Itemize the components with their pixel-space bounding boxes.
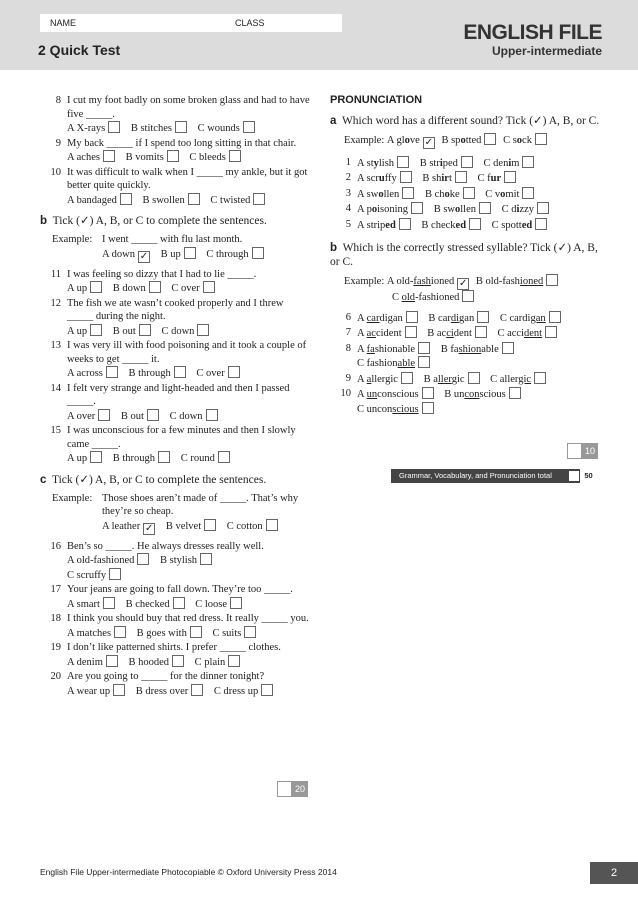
total-bar — [391, 469, 597, 483]
option[interactable]: C over — [196, 366, 239, 381]
pron-b-example: Example: A old-fashioned ✓ B old-fashioned C old-fashioned — [330, 274, 600, 305]
question-text: I was feeling so dizzy that I had to lie _____. — [67, 268, 257, 280]
brand-title: ENGLISH FILE — [463, 21, 602, 44]
option[interactable]: C bleeds — [189, 150, 240, 165]
option[interactable]: B goes with — [137, 626, 202, 641]
total-label: Grammar, Vocabulary, and Pronunciation total — [399, 471, 552, 480]
brand-level: Upper-intermediate — [491, 44, 602, 58]
option: B velvet — [166, 519, 216, 534]
checkbox — [108, 121, 120, 133]
checkbox — [244, 626, 256, 638]
question-text: I think you should buy that red dress. It really _____ you. — [67, 613, 309, 624]
question-15: 15 I was unconscious for a few minutes and then I slowly came _____. A up B through C round — [40, 424, 312, 466]
question-text: Are you going to _____ for the dinner tonight? — [67, 671, 265, 682]
option[interactable]: A denim — [67, 655, 118, 670]
option[interactable]: B swollen — [143, 193, 200, 208]
total-input[interactable] — [569, 471, 579, 481]
checkbox — [90, 451, 102, 463]
option[interactable]: A bandaged — [67, 193, 132, 208]
checkbox — [106, 655, 118, 667]
question-text: Your jeans are going to fall down. They’re too _____. — [67, 584, 293, 595]
pron-item-3: 3 A swollen B choke C vomit — [330, 187, 600, 202]
score-input[interactable] — [567, 443, 582, 459]
option[interactable]: C loose — [195, 597, 242, 612]
option[interactable]: C down — [170, 409, 218, 424]
question-17: 17 Your jeans are going to fall down. They’re too _____. A smart B checked C loose — [40, 583, 312, 611]
checkbox — [484, 133, 496, 145]
checkbox — [243, 121, 255, 133]
option[interactable]: C wounds — [198, 121, 255, 136]
option[interactable]: B out — [121, 409, 159, 424]
checkbox — [103, 597, 115, 609]
checkbox — [149, 281, 161, 293]
section-c-example: Example: Those shoes aren’t made of _____. That’s why they’re so cheap. A leather ✓ B velvet C cotton — [52, 492, 299, 534]
checkbox — [98, 409, 110, 421]
checkbox-ticked: ✓ — [139, 250, 149, 262]
checkbox — [261, 684, 273, 696]
question-text: I was very ill with food poisoning and it took a couple of weeks to get _____ it. — [67, 340, 307, 365]
question-text: I was unconscious for a few minutes and then I slowly came _____. — [67, 425, 296, 450]
option[interactable]: A matches — [67, 626, 126, 641]
header-bar — [0, 0, 638, 70]
test-title: 2 Quick Test — [38, 42, 121, 58]
question-9: 9 My back _____ if I spend too long sitting in that chair. A aches B vomits C bleeds — [40, 137, 312, 165]
checkbox — [197, 324, 209, 336]
option[interactable]: B dress over — [136, 684, 204, 699]
question-16: 16 Ben’s so _____. He always dresses really well. A old-fashioned B stylish C scruffy — [40, 540, 312, 583]
section-b-example: Example: I went _____ with flu last month. A down ✓ B up C through — [40, 233, 312, 263]
option[interactable]: B through — [113, 451, 170, 466]
checkbox — [106, 366, 118, 378]
checkbox-ticked: ✓ — [459, 278, 468, 289]
option: B up — [161, 247, 196, 262]
checkbox — [174, 366, 186, 378]
question-text: I felt very strange and light-headed and then I passed _____. — [67, 382, 290, 407]
checkbox — [175, 121, 187, 133]
checkbox — [204, 519, 216, 531]
checkbox — [252, 247, 264, 259]
question-8: 8 I cut my foot badly on some broken glass and had to have five _____. A X-rays B stitches C wounds — [40, 94, 312, 136]
pron-item-9: 9 A allergic B allergic C allergic — [330, 372, 600, 387]
checkbox-ticked: ✓ — [424, 136, 434, 148]
pron-item-8: 8 A fashionable B fashionable C fashionable — [330, 342, 600, 371]
option[interactable]: A over — [67, 409, 110, 424]
question-text: My back _____ if I spend too long sitting in that chair. — [67, 137, 297, 149]
option[interactable]: B checked — [126, 597, 185, 612]
option[interactable]: A across — [67, 366, 118, 381]
pron-item-1: 1 A stylish B striped C denim — [330, 156, 600, 171]
score-box-vocab — [277, 781, 308, 797]
checkbox — [158, 451, 170, 463]
pron-item-5: 5 A striped B checked C spotted — [330, 218, 600, 233]
score-input[interactable] — [277, 781, 292, 797]
checkbox — [266, 519, 278, 531]
checkbox — [203, 281, 215, 293]
pron-item-4: 4 A poisoning B swollen C dizzy — [330, 202, 600, 217]
option[interactable]: C over — [171, 281, 214, 296]
option[interactable]: C scruffy — [67, 568, 121, 583]
option[interactable]: B stylish — [160, 553, 212, 568]
option[interactable]: A wear up — [67, 684, 125, 699]
option[interactable]: C round — [181, 451, 230, 466]
option[interactable]: A X-rays — [67, 121, 120, 136]
checkbox — [184, 247, 196, 259]
checkbox — [109, 568, 121, 580]
checkbox — [190, 626, 202, 638]
pron-section-b-heading: b Which is the correctly stressed syllable? Tick (✓) A, B, or C. — [330, 242, 598, 268]
option: A leather ✓ — [102, 520, 154, 534]
pron-section-a-heading: a Which word has a different sound? Tick (✓) A, B, or C. — [330, 114, 600, 127]
option[interactable]: B down — [113, 281, 161, 296]
question-12: 12 The fish we ate wasn’t cooked properly and I threw _____ during the night. A up B out C down — [40, 297, 312, 339]
checkbox — [147, 409, 159, 421]
option[interactable]: B through — [129, 366, 186, 381]
question-text: The fish we ate wasn’t cooked properly and I threw _____ during the night. — [67, 297, 284, 322]
question-text: I don’t like patterned shirts. I prefer _____ clothes. — [67, 642, 281, 653]
checkbox — [113, 684, 125, 696]
checkbox — [167, 150, 179, 162]
checkbox — [206, 409, 218, 421]
option[interactable]: B hooded — [129, 655, 185, 670]
checkbox — [120, 193, 132, 205]
option[interactable]: C suits — [212, 626, 256, 641]
checkbox — [172, 655, 184, 667]
footer-text: English File Upper-intermediate Photocopiable © Oxford University Press 2014 — [40, 867, 337, 877]
question-text: Ben’s so _____. He always dresses really well. — [67, 540, 264, 552]
option[interactable]: B vomits — [126, 150, 179, 165]
question-text: I cut my foot badly on some broken glass and had to have five _____. — [67, 95, 310, 120]
option[interactable]: C down — [161, 324, 209, 339]
checkbox-ticked: ✓ — [145, 522, 154, 534]
question-10: 10 It was difficult to walk when I _____ my ankle, but it got better quite quickly. A bandaged B swollen C twisted — [40, 166, 312, 208]
option[interactable]: A old-fashioned — [67, 553, 149, 568]
checkbox — [114, 626, 126, 638]
pronunciation-heading: PRONUNCIATION — [330, 94, 423, 106]
score-max: 20 — [292, 781, 308, 797]
class-label: CLASS — [235, 18, 265, 28]
page-number: 2 — [590, 862, 638, 884]
pron-item-7: 7 A accident B accident C accident — [330, 326, 600, 341]
section-c-heading: c Tick (✓) A, B, or C to complete the sentences. — [40, 473, 267, 486]
option[interactable]: C plain — [195, 655, 241, 670]
checkbox — [137, 553, 149, 565]
section-b-heading: b Tick (✓) A, B, or C to complete the sentences. — [40, 215, 267, 227]
question-13: 13 I was very ill with food poisoning and it took a couple of weeks to get _____ it. A across B through C over — [40, 339, 312, 381]
pron-a-example: Example: A glove ✓ B spotted C sock — [330, 133, 600, 149]
left-column — [40, 94, 312, 699]
checkbox — [188, 193, 200, 205]
checkbox — [253, 193, 265, 205]
option[interactable]: B out — [113, 324, 151, 339]
question-11: 11 I was feeling so dizzy that I had to lie _____. A up B down C over — [40, 268, 312, 296]
question-18: 18 I think you should buy that red dress. It really _____ you. A matches B goes with C suits — [40, 612, 312, 640]
option[interactable]: A aches — [67, 150, 115, 165]
question-14: 14 I felt very strange and light-headed and then I passed _____. A over B out C down — [40, 382, 312, 424]
checkbox — [218, 451, 230, 463]
option: C through — [206, 247, 263, 262]
checkbox — [90, 324, 102, 336]
checkbox — [228, 366, 240, 378]
checkbox — [103, 150, 115, 162]
checkbox — [173, 597, 185, 609]
brand — [463, 22, 602, 58]
checkbox — [535, 133, 547, 145]
pron-item-6: 6 A cardigan B cardigan C cardigan — [330, 311, 600, 326]
checkbox — [200, 553, 212, 565]
option[interactable]: C dress up — [214, 684, 273, 699]
checkbox — [90, 281, 102, 293]
checkbox — [228, 655, 240, 667]
checkbox — [230, 597, 242, 609]
option[interactable]: A smart — [67, 597, 115, 612]
right-column — [330, 94, 600, 417]
question-text: It was difficult to walk when I _____ my ankle, but it got better quite quickly. — [67, 166, 308, 191]
pron-item-10: 10 A unconscious B unconscious C unconscious — [330, 387, 600, 416]
option[interactable]: B stitches — [131, 121, 187, 136]
option[interactable]: A up — [67, 451, 102, 466]
option: A down ✓ — [102, 248, 149, 262]
option[interactable]: A up — [67, 324, 102, 339]
checkbox — [191, 684, 203, 696]
option[interactable]: C twisted — [210, 193, 265, 208]
option[interactable]: A up — [67, 281, 102, 296]
checkbox — [139, 324, 151, 336]
question-19: 19 I don’t like patterned shirts. I prefer _____ clothes. A denim B hooded C plain — [40, 641, 312, 669]
question-20: 20 Are you going to _____ for the dinner tonight? A wear up B dress over C dress up — [40, 670, 312, 698]
checkbox — [229, 150, 241, 162]
score-box-pron — [567, 443, 598, 459]
score-max: 10 — [582, 443, 598, 459]
name-class-box — [40, 14, 342, 32]
pron-item-2: 2 A scruffy B shirt C fur — [330, 171, 600, 186]
name-label: NAME — [50, 18, 77, 28]
option: C cotton — [227, 519, 278, 534]
total-value: 50 — [580, 469, 597, 483]
